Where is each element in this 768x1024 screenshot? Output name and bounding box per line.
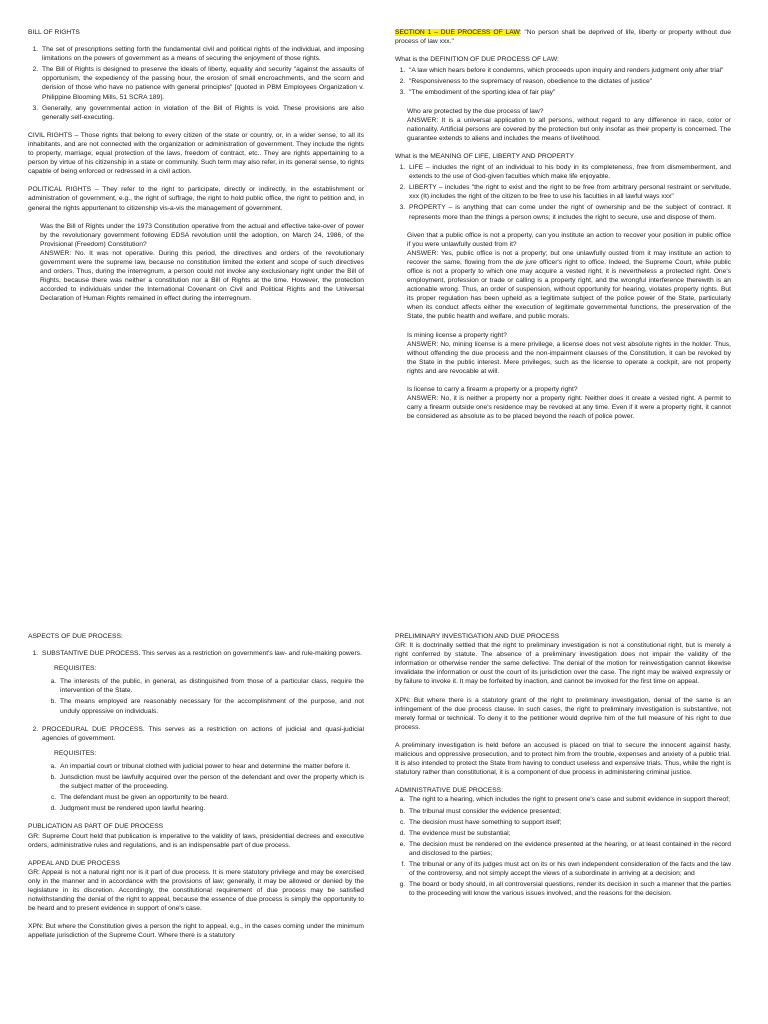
answer-italic: de jure <box>515 258 537 266</box>
civil-rights-paragraph: CIVIL RIGHTS – Those rights that belong to every citizen of the state or country, or, in a wider sense, to all its inhabitants, and are not connected with the organization or administration of government. They include the rights to property, marriage, equal protection of the laws, freedom of contract, etc.. They are rights appertaining to a person by virtue of his citizenship in a state or community. Such term may also refer, in its general sense, to rights capable of being enforced or redressed in a civil action. <box>28 131 364 176</box>
appeal-xpn-paragraph: XPN: But where the Constitution gives a person the right to appeal, e.g., in the cases coming under the minimum appellate jurisdiction of the Supreme Court. Where there is a statutory <box>28 923 364 940</box>
meaning-heading: What is the MEANING OF LIFE, LIBERTY AND PROPERTY <box>395 152 575 160</box>
mining-license-qa <box>407 331 731 376</box>
admin-list <box>395 795 731 898</box>
list-item: 3. Generally, any governmental action in violation of the Bill of Rights is void. These provisions are also generally self-executing. <box>40 104 364 122</box>
list-item <box>40 725 364 814</box>
question: Who are protected by the due process of law? <box>407 107 544 115</box>
top-left-column <box>28 28 364 312</box>
bottom-left-column <box>28 632 364 949</box>
publication-heading: PUBLICATION AS PART OF DUE PROCESS <box>28 823 164 831</box>
list-item: c. The defendant must be given an opportunity to be heard. <box>58 793 364 802</box>
list-item <box>40 649 364 716</box>
requisites-label: REQUISITES: <box>54 749 97 757</box>
publication-paragraph: GR: Supreme Court held that publication is imperative to the validity of laws, presidential decrees and executive orders, administrative rules and regulations, and is an indispensable part of due process. <box>28 832 364 849</box>
procedural-due-process: PROCEDURAL DUE PROCESS. This serves as a restriction on actions of judicial and quasi-judicial agencies of government. <box>42 725 364 742</box>
question: Was the Bill of Rights under the 1973 Constitution operative from the actual and effective take-over of power by the revolutionary government following EDSA revolution until the adoption, on March 24, 1986, of the Provisional (Freedom) Constitution? <box>40 222 364 248</box>
list-item: 2. The Bill of Rights is designed to preserve the ideals of liberty, equality and security "against the assaults of opportunism, the expediency of the passing hour, the erosion of small encroachments, and the scorn and derision of those who have no patience with general principles" [quoted in PBM Employees Organization v. Philippine Blooming Mills, 51 SCRA 189]. <box>40 65 364 101</box>
question: Is license to carry a firearm a property or a property right? <box>407 386 578 393</box>
list-item: 3. "The embodiment of the sporting idea of fair play" <box>407 88 731 97</box>
list-item: b. Jurisdiction must be lawfully acquired over the person of the defendant and over the property which is the subject matter of the proceeding. <box>58 773 364 791</box>
list-item: b. The tribunal must consider the evidence presented; <box>407 807 731 816</box>
bill-of-rights-list <box>28 45 364 122</box>
bill-of-rights-heading: BILL OF RIGHTS <box>28 29 80 36</box>
section-1-highlight: SECTION 1 – DUE PROCESS OF LAW <box>395 29 520 36</box>
definition-list <box>395 66 731 97</box>
definition-heading: What is the DEFINITION OF DUE PROCESS OF LAW: <box>395 56 559 64</box>
list-item: 2. LIBERTY – includes "the right to exist and the right to be free from arbitrary personal restraint or servitude, xxx (It) includes the right of the citizen to be free to use his faculties in all lawful ways xxx" <box>407 183 731 201</box>
list-item: e. The decision must be rendered on the evidence presented at the hearing, or at least contained in the record and disclosed to the parties; <box>407 840 731 858</box>
list-item: a. The interests of the public, in general, as distinguished from those of a particular class, require the intervention of the State. <box>58 677 364 695</box>
list-item: 3. PROPERTY – is anything that can come under the right of ownership and be the subject of contract. It represents more than the things a person owns; it includes the right to secure, use and dispose of them. <box>407 203 731 221</box>
answer: ANSWER: No. It was not operative. During this period, the directives and orders of the revolutionary government were the supreme law, because no constitution limited the extent and scope of such directives and orders. Thus, during the interregnum, a person could not invoke any exclusionary right under the Bill of Rights, because there was neither a constitution nor a Bill of Rights at the time. However, the protection accorded to individuals under the International Covenant on Civil and Political Rights and the Universal Declaration of Human Rights remained in effect during the interregnum. <box>40 249 364 303</box>
prelim-purpose-paragraph: A preliminary investigation is held before an accused is placed on trial to secure the innocent against hasty, malicious and oppressive prosecution, and to protect him from the trouble, expenses and anxiety of a public trial. It is also intended to protect the State from having to conduct useless and expensive trials. Thus, while the right is statutory rather than constitutional, it is a component of due process in administering criminal justice. <box>395 741 731 777</box>
interregnum-qa <box>40 222 364 304</box>
aspects-list <box>28 649 364 813</box>
protected-qa <box>407 107 731 143</box>
appeal-heading: APPEAL AND DUE PROCESS <box>28 859 120 867</box>
substantive-due-process: SUBSTANTIVE DUE PROCESS. This serves as a restriction on government's law- and rule-making powers. <box>42 650 362 658</box>
list-item: f. The tribunal or any of its judges must act on its or his own independent consideration of the facts and the law of the controversy, and not simply accept the views of a subordinate in arriving at a decision; and <box>407 860 731 878</box>
question: Given that a public office is not a property, can you institute an action to recover your position in public office if you were unlawfully ousted from it? <box>407 231 731 248</box>
public-office-qa <box>407 231 731 322</box>
section-1-text: : "No person shall be deprived of life, liberty or property without due process of law xxx." <box>395 29 731 46</box>
answer: ANSWER: It is a universal application to all persons, without regard to any difference in race, color or nationality. Artificial persons are covered by the protection but only insofar as their property is concerned. The guarantee extends to aliens and includes the means of livelihood. <box>407 116 731 142</box>
admin-heading: ADMINISTRATIVE DUE PROCESS: <box>395 787 504 795</box>
prelim-gr-paragraph: GR: It is doctrinally settled that the right to preliminary investigation is not a constitutional right, but is merely a right conferred by statute. The absence of a preliminary investigation does not impair the validity of the information or otherwise render the same defective. The denial of the motion for reinvestigation cannot likewise invalidate the information or oust the court of its jurisdiction over the case. The right may be waived expressly or by failure to invoke it. It may be forfeited by inaction, and cannot be invoked for the first time on appeal. <box>395 642 731 686</box>
bottom-right-column <box>395 632 731 907</box>
answer: ANSWER: No, mining license is a mere privilege, a license does not vest absolute rights in the holder. Thus, without offending the due process and the non-impairment clauses of the Constitution, it can be revoked by the State in the public interest. Mere privileges, such as the license to operate a cockpit, are not property rights and are revocable at will. <box>407 340 731 375</box>
list-item: 1. "A law which hears before it condemns, which proceeds upon inquiry and renders judgment only after trial" <box>407 66 731 75</box>
question: Is mining license a property right? <box>407 331 507 339</box>
list-item: g. The board or body should, in all controversial questions, render its decision in such a manner that the parties to the proceeding will know the various issues involved, and the reasons for the decision. <box>407 880 731 898</box>
list-item: 2. "Responsiveness to the supremacy of reason, obedience to the dictates of justice" <box>407 77 731 86</box>
answer <box>407 249 731 322</box>
list-item: c. The decision must have something to support itself; <box>407 818 731 827</box>
appeal-paragraph: GR: Appeal is not a natural right nor is it part of due process. It is mere statutory privilege and may be exercised only in the manner and in accordance with the provisions of law; generally, it may be allowed or denied by the legislature in its discretion. Accordingly, the constitutional requirement of due process may be satisfied notwithstanding the denial of the right to appeal, because the essence of due process is simply the opportunity to be heard and to present evidence in support of one's case. <box>28 868 364 913</box>
prelim-xpn-paragraph: XPN: But where there is a statutory grant of the right to preliminary investigation, denial of the same is an infringement of the due process clause. In such cases, the right to preliminary investigation is substantive, not merely formal or technical. To deny it to the petitioner would deprive him of the full measure of his right to due process. <box>395 696 731 731</box>
top-right-column <box>395 28 731 430</box>
list-item: a. The right to a hearing, which includes the right to present one's case and submit evidence in support thereof; <box>407 795 731 804</box>
requisites-label: REQUISITES: <box>54 665 97 673</box>
prelim-heading: PRELIMINARY INVESTIGATION AND DUE PROCESS <box>395 633 560 640</box>
answer-part: ANSWER: Yes, public office is not a property; but one unlawfully ousted from it may institute an action to recover the same, flowing from the <box>407 249 731 266</box>
list-item: b. The means employed are reasonably necessary for the accomplishment of the purpose, and not unduly oppressive on individuals. <box>58 697 364 715</box>
list-item: d. The evidence must be substantial; <box>407 829 731 838</box>
list-item: a. An impartial court or tribunal clothed with judicial power to hear and determine the matter before it. <box>58 762 364 771</box>
list-item: d. Judgment must be rendered upon lawful hearing. <box>58 804 364 813</box>
list-item: 1. LIFE – includes the right of an individual to his body in its completeness, free from dismemberment, and extends to the use of God-given faculties which make life enjoyable. <box>407 163 731 181</box>
firearm-license-qa <box>407 385 731 421</box>
answer: ANSWER: No, it is neither a property nor a property right. Neither does it create a vested right. A permit to carry a firearm outside one's residence may be revoked at any time. Even if it were a property right, it cannot be considered as absolute as to be placed beyond the reach of police power. <box>407 395 731 421</box>
aspects-heading: ASPECTS OF DUE PROCESS: <box>28 633 123 640</box>
political-rights-paragraph: POLITICAL RIGHTS – They refer to the right to participate, directly or indirectly, in the establishment or administration of government, e.g., the right of suffrage, the right to hold public office, the right to petition and, in general the rights appurtenant to citizenship vis-a-vis the management of government. <box>28 186 364 212</box>
substantive-requisites <box>42 677 364 715</box>
procedural-requisites <box>42 762 364 813</box>
page-bottom <box>0 600 768 1024</box>
section-1-paragraph <box>395 28 731 46</box>
list-item: 1. The set of prescriptions setting forth the fundamental civil and political rights of the individual, and imposing limitations on the powers of government as a means of securing the enjoyment of those rights. <box>40 45 364 63</box>
meaning-list <box>395 163 731 222</box>
answer-part: officer's right to office. Indeed, the Supreme Court, while public office is not a property to which one may acquire a vested right, it is nevertheless a protected right. One's employment, profession or trade or calling is a property right, and the wrongful interference therewith is an actionable wrong. Thus, an order of suspension, without opportunity for hearing, violates property rights. But its proper regulation has been upheld as a legitimate subject of the police power of the State, particularly when its conduct affects either the execution of legitimate governmental functions, the preservation of the State, the public health and welfare, and public morals. <box>407 258 731 321</box>
